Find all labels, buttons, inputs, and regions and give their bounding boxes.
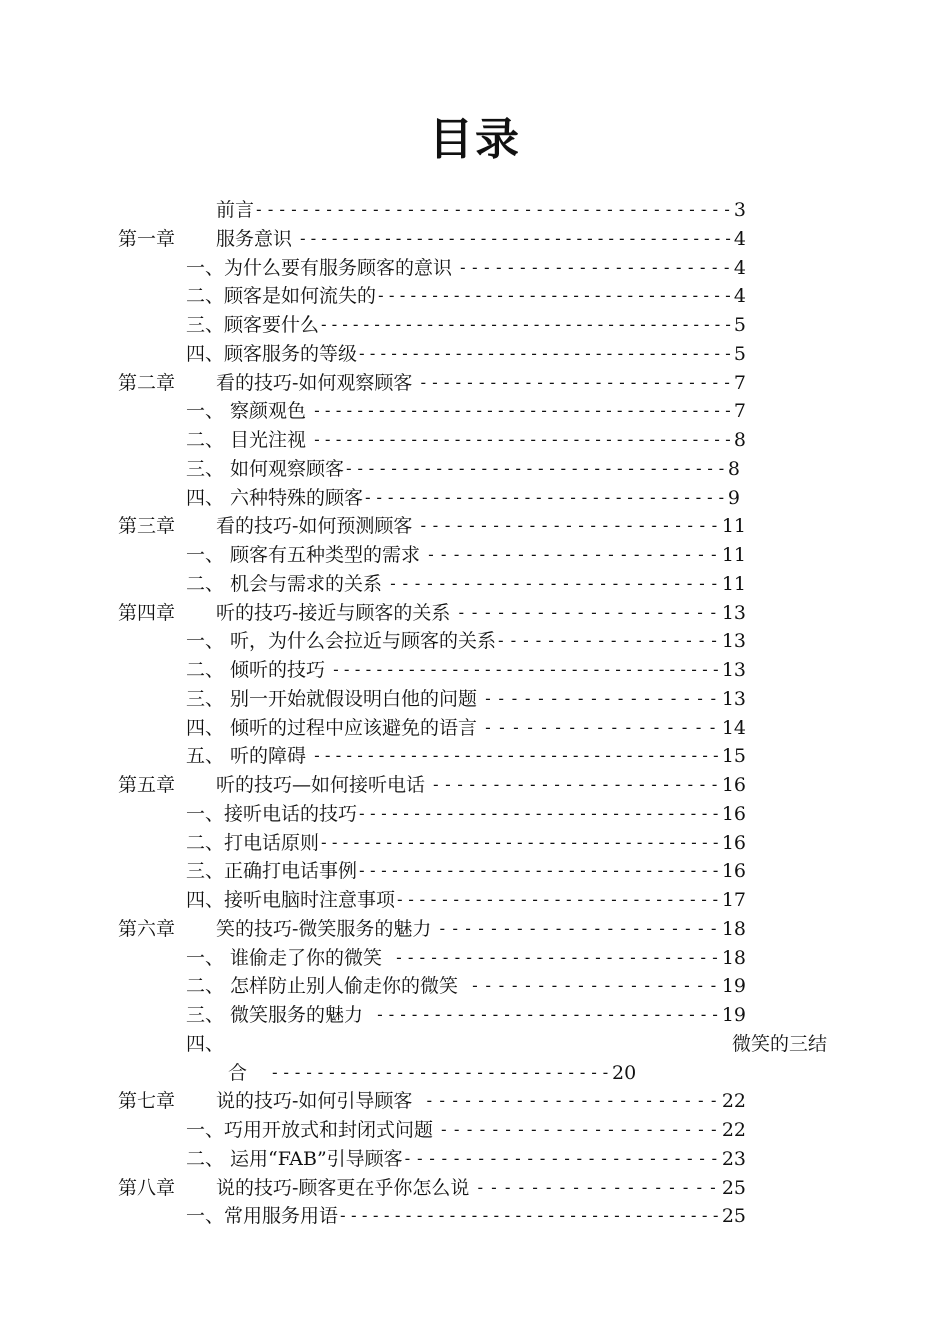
entry-title: 二、 怎样防止别人偷走你的微笑	[186, 975, 471, 998]
page-number: 4	[733, 256, 746, 279]
entry-title: 说的技巧-顾客更在乎你怎么说	[216, 1176, 476, 1199]
toc-entry[interactable]	[0, 369, 950, 398]
leader-dashes: -------------------------------------	[319, 832, 722, 852]
toc-entry[interactable]	[0, 282, 950, 311]
page-number: 18	[721, 946, 746, 969]
leader-dashes: ---------------------------------	[357, 861, 722, 881]
page-number: 17	[721, 889, 746, 911]
leader-dashes: ----------------------	[439, 1120, 722, 1139]
leader-dashes: ------------------------	[431, 775, 722, 794]
page-number: 16	[721, 774, 746, 796]
leader-dashes: ----------------------------	[394, 947, 722, 967]
page-number: 11	[721, 515, 746, 538]
entry-title: 一、为什么要有服务顾客的意识	[186, 256, 459, 279]
toc-entry[interactable]	[0, 1202, 950, 1231]
entry-title: 二、顾客是如何流失的	[186, 285, 377, 308]
entry-title: 四、 倾听的过程中应该避免的语言	[186, 716, 484, 739]
chapter-label: 第三章	[118, 515, 176, 538]
entry-title: 说的技巧-如何引导顾客	[216, 1090, 425, 1113]
leader-dashes: -----------------------------------------	[298, 228, 734, 248]
leader-dashes: -----------------------	[458, 257, 734, 277]
leader-dashes: ----------------------------------	[344, 458, 728, 478]
toc-entry[interactable]	[0, 1001, 950, 1030]
toc-entry[interactable]	[0, 455, 950, 484]
entry-title: 听的技巧—如何接听电话	[216, 774, 432, 796]
entry-title: 一、常用服务用语	[186, 1205, 339, 1228]
page-number: 16	[721, 831, 746, 854]
entry-title-part: 合	[228, 1061, 248, 1084]
toc-entry[interactable]	[0, 972, 950, 1001]
page-number: 15	[721, 745, 746, 768]
toc-entry[interactable]	[0, 426, 950, 455]
toc-entry[interactable]	[0, 800, 950, 829]
page-number: 16	[721, 860, 746, 883]
page-number: 8	[727, 457, 740, 480]
entry-title: 二、打电话原则	[186, 831, 320, 854]
toc-entry[interactable]	[0, 1116, 950, 1145]
page-number: 25	[721, 1176, 746, 1199]
page-number: 22	[721, 1119, 746, 1141]
chapter-label: 第一章	[118, 227, 176, 250]
leader-dashes: -----------------------------------------	[254, 200, 734, 219]
entry-title-part: 微笑的三结	[732, 1032, 828, 1055]
toc-entry[interactable]	[0, 484, 950, 513]
toc-entry[interactable]	[0, 714, 950, 743]
page-number: 13	[721, 601, 746, 624]
toc-entry[interactable]	[0, 512, 950, 541]
chapter-label: 第七章	[118, 1090, 176, 1113]
toc-entry[interactable]	[0, 196, 950, 225]
entry-title: 服务意识	[216, 227, 299, 250]
page-number: 7	[733, 371, 746, 394]
entry-title: 前言	[216, 199, 255, 221]
leader-dashes: --------------------	[456, 602, 722, 622]
entry-title: 三、 别一开始就假设明白他的问题	[186, 687, 484, 710]
toc-entry[interactable]	[0, 254, 950, 283]
toc-entry[interactable]	[0, 599, 950, 628]
page-number: 9	[727, 486, 740, 509]
entry-number: 四、	[186, 1032, 225, 1055]
toc-entry[interactable]	[0, 656, 950, 685]
entry-title: 三、正确打电话事例	[186, 860, 358, 883]
leader-dashes: ---------------------------------	[376, 286, 734, 306]
page-number: 19	[721, 1004, 746, 1026]
leader-dashes: -----------------------------	[395, 890, 722, 909]
leader-dashes: ------------------	[483, 688, 722, 708]
toc-entry[interactable]	[0, 829, 950, 858]
entry-title: 五、 听的障碍	[186, 745, 313, 768]
entry-title: 听的技巧-接近与顾客的关系	[216, 601, 457, 624]
toc-entry[interactable]	[0, 570, 950, 599]
entry-title: 一、 察颜观色	[186, 400, 313, 423]
toc-entry[interactable]	[0, 397, 950, 426]
entry-title: 一、 谁偷走了你的微笑	[186, 946, 395, 969]
entry-title: 四、顾客服务的等级	[186, 342, 358, 365]
toc-entry-wrap-line[interactable]	[0, 1059, 950, 1088]
toc-entry[interactable]	[0, 627, 950, 656]
leader-dashes: --------------------------------	[363, 487, 728, 507]
leader-dashes: -----------------------------------	[357, 343, 734, 363]
entry-title: 二、 运用“FAB”引导顾客	[186, 1147, 403, 1170]
toc-entry[interactable]	[0, 685, 950, 714]
entry-title: 一、 听，为什么会拉近与顾客的关系	[186, 630, 497, 653]
page-number: 11	[721, 544, 746, 566]
page-number: 4	[733, 227, 746, 250]
leader-dashes: -----------------------------------	[338, 1206, 722, 1226]
leader-dashes: ---------------------------------------	[319, 315, 734, 334]
page-number: 3	[733, 199, 746, 221]
toc-entry[interactable]	[0, 311, 950, 340]
entry-title: 一、 顾客有五种类型的需求	[186, 544, 427, 566]
toc-entry[interactable]	[0, 886, 950, 915]
toc-entry[interactable]	[0, 771, 950, 800]
entry-title: 看的技巧-如何观察顾客	[216, 371, 419, 394]
entry-title: 三、 微笑服务的魅力	[186, 1004, 376, 1026]
toc-entry[interactable]	[0, 340, 950, 369]
toc-entry[interactable]	[0, 915, 950, 944]
entry-title: 二、 机会与需求的关系	[186, 572, 389, 595]
leader-dashes: -----------------------	[424, 1091, 722, 1111]
entry-title: 二、 倾听的技巧	[186, 659, 332, 681]
toc-entry[interactable]	[0, 857, 950, 886]
entry-title: 一、巧用开放式和封闭式问题	[186, 1119, 440, 1141]
chapter-label: 第六章	[118, 917, 176, 940]
leader-dashes: -------------------------	[418, 516, 722, 536]
leader-dashes: ---------------------------------	[357, 803, 722, 823]
page-number: 13	[721, 630, 746, 653]
entry-title: 看的技巧-如何预测顾客	[216, 515, 419, 538]
page-number: 25	[721, 1205, 746, 1228]
page-number: 7	[733, 400, 746, 423]
page-number: 19	[721, 975, 746, 998]
leader-dashes: -----------------	[483, 717, 722, 737]
toc-entry-wrapped[interactable]	[0, 1030, 950, 1059]
page-number: 8	[733, 429, 746, 451]
leader-dashes: ------------------------------	[270, 1062, 612, 1082]
page-number: 16	[721, 802, 746, 825]
toc-entry[interactable]	[0, 1087, 950, 1116]
page-number: 5	[733, 314, 746, 336]
chapter-label: 第八章	[118, 1176, 176, 1199]
leader-dashes: ---------------------------------------	[312, 401, 734, 421]
page-number: 5	[733, 342, 746, 365]
toc-entry[interactable]	[0, 944, 950, 973]
entry-title: 四、 六种特殊的顾客	[186, 486, 364, 509]
leader-dashes: ----------------------	[437, 918, 722, 938]
page-number: 14	[721, 716, 746, 739]
chapter-label: 第四章	[118, 601, 176, 624]
entry-title: 一、接听电话的技巧	[186, 802, 358, 825]
leader-dashes: -----------------------	[426, 545, 722, 564]
entry-title: 四、接听电脑时注意事项	[186, 889, 396, 911]
leader-dashes: --------------------------	[402, 1148, 722, 1168]
page-number: 18	[721, 917, 746, 940]
page-title: 目录	[429, 114, 521, 165]
leader-dashes: ------------------	[475, 1177, 722, 1197]
chapter-label: 第五章	[118, 774, 176, 796]
leader-dashes: -------------------	[470, 976, 722, 996]
entry-title: 笑的技巧-微笑服务的魅力	[216, 917, 438, 940]
page-number: 13	[721, 687, 746, 710]
toc-entry[interactable]	[0, 1174, 950, 1203]
leader-dashes: ---------------------------	[418, 372, 734, 392]
chapter-label: 第二章	[118, 371, 176, 394]
page-number: 23	[721, 1147, 746, 1170]
table-of-contents	[0, 196, 950, 1231]
page-number: 22	[721, 1090, 746, 1113]
leader-dashes: ---------------------------------------	[312, 430, 734, 449]
page-number: 4	[733, 285, 746, 308]
leader-dashes: --------------------------------------	[312, 746, 722, 766]
toc-entry[interactable]	[0, 742, 950, 771]
leader-dashes: ---------------------------	[388, 573, 722, 593]
leader-dashes: ------------------------------	[375, 1005, 722, 1024]
leader-dashes: ------------------------------------	[331, 660, 722, 679]
entry-title: 三、 如何观察顾客	[186, 457, 345, 480]
entry-title: 二、 目光注视	[186, 429, 313, 451]
page-number: 13	[721, 659, 746, 681]
page-number: 20	[612, 1061, 637, 1084]
page-number: 11	[721, 572, 746, 595]
toc-entry[interactable]	[0, 225, 950, 254]
leader-dashes: ------------------	[496, 631, 722, 651]
toc-entry[interactable]	[0, 541, 950, 570]
toc-entry[interactable]	[0, 1145, 950, 1174]
entry-title: 三、顾客要什么	[186, 314, 320, 336]
